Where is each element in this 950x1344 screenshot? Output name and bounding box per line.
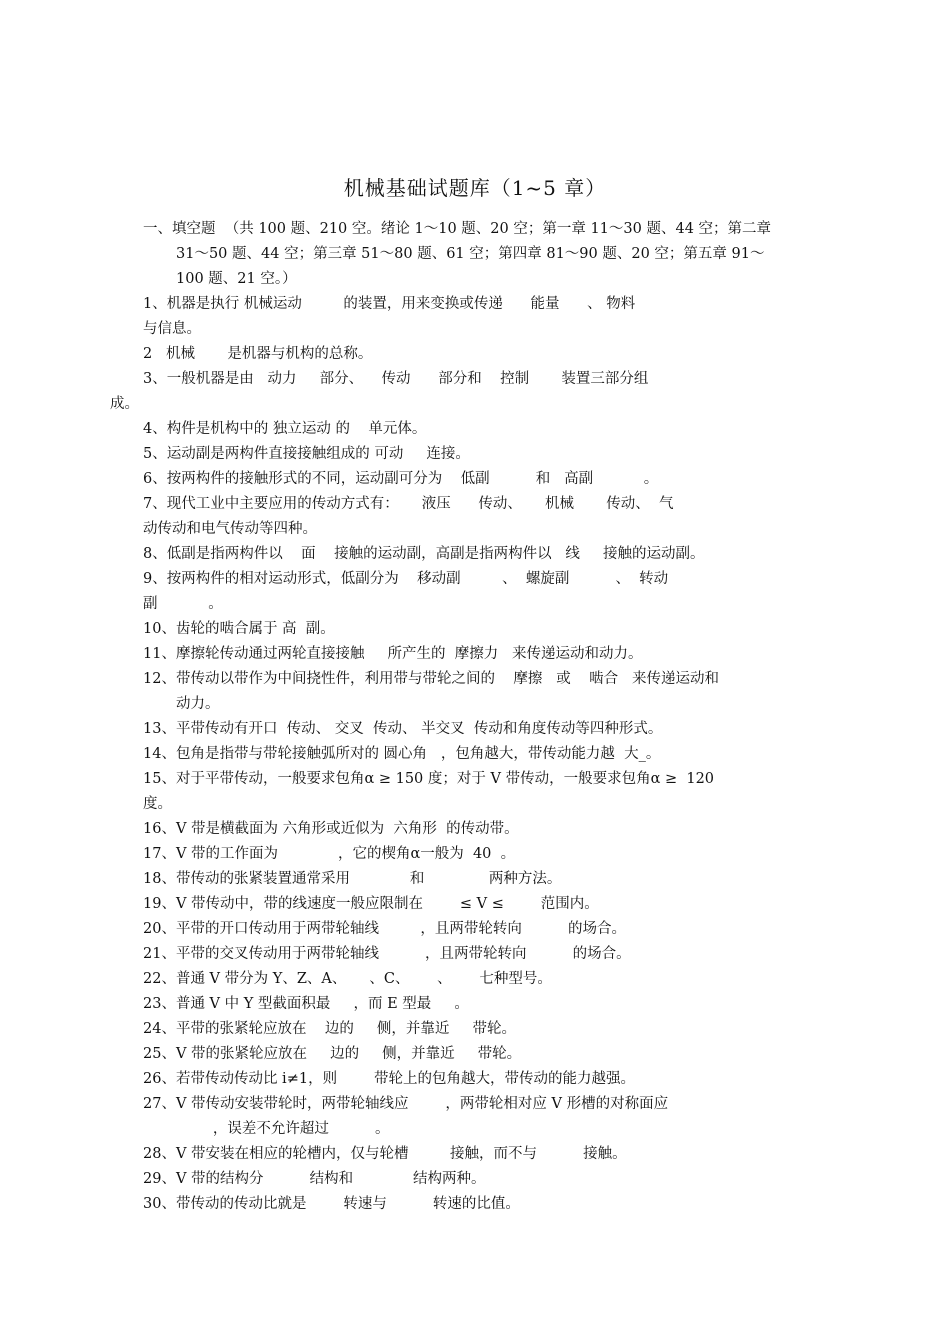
text-line: 23、普通 V 中 Y 型截面积最 ，而 E 型最 。	[143, 996, 469, 1012]
text-line: 1、机器是执行 机械运动 的装置，用来变换或传递 能量 、 物料	[143, 296, 636, 312]
text-line: 100 题、21 空。）	[176, 271, 297, 287]
text-line: 25、V 带的张紧轮应放在 边的 侧，并靠近 带轮。	[143, 1046, 522, 1062]
text-line: 31～50 题、44 空；第三章 51～80 题、61 空；第四章 81～90 题、20 空；第五章 91～	[176, 246, 765, 262]
text-line: 3、一般机器是由 动力 部分、 传动 部分和 控制 装置三部分组	[143, 371, 649, 387]
text-line: 与信息。	[143, 321, 201, 337]
text-line: ，误差不允许超过 。	[176, 1121, 390, 1137]
text-line: 12、带传动以带作为中间挠性件，利用带与带轮之间的 摩擦 或 啮合 来传递运动和	[143, 671, 719, 687]
text-line: 29、V 带的结构分 结构和 结构两种。	[143, 1171, 486, 1187]
text-line: 22、普通 V 带分为 Y、Z、A、 、C、 、 七种型号。	[143, 971, 552, 987]
text-line: 27、V 带传动安装带轮时，两带轮轴线应 ，两带轮相对应 V 形槽的对称面应	[143, 1096, 669, 1112]
text-line: 2 机械 是机器与机构的总称。	[143, 346, 373, 362]
text-line: 动传动和电气传动等四种。	[143, 521, 317, 537]
text-line: 副 。	[143, 596, 223, 612]
text-line: 26、若带传动传动比 i≠1，则 带轮上的包角越大，带传动的能力越强。	[143, 1071, 635, 1087]
text-line: 17、V 带的工作面为 ，它的楔角α一般为 40 。	[143, 846, 516, 862]
text-line: 一、填空题 （共 100 题、210 空。绪论 1～10 题、20 空；第一章 11～30 题、44 空；第二章	[143, 221, 772, 237]
text-line: 30、带传动的传动比就是 转速与 转速的比值。	[143, 1196, 520, 1212]
text-line: 21、平带的交叉传动用于两带轮轴线 ，且两带轮转向 的场合。	[143, 946, 631, 962]
text-line: 13、平带传动有开口 传动、 交叉 传动、 半交叉 传动和角度传动等四种形式。	[143, 721, 663, 737]
text-line: 20、平带的开口传动用于两带轮轴线 ，且两带轮转向 的场合。	[143, 921, 627, 937]
text-line: 15、对于平带传动，一般要求包角α ≥ 150 度；对于 V 带传动，一般要求包角α ≥ 120	[143, 771, 715, 787]
text-line: 9、按两构件的相对运动形式，低副分为 移动副 、 螺旋副 、 转动	[143, 571, 669, 587]
text-line: 8、低副是指两构件以 面 接触的运动副，高副是指两构件以 线 接触的运动副。	[143, 546, 705, 562]
text-line: 7、现代工业中主要应用的传动方式有： 液压 传动、 机械 传动、 气	[143, 496, 674, 512]
text-line: 4、构件是机构中的 独立运动 的 单元体。	[143, 421, 427, 437]
text-line: 28、V 带安装在相应的轮槽内，仅与轮槽 接触，而不与 接触。	[143, 1146, 627, 1162]
text-line: 11、摩擦轮传动通过两轮直接接触 所产生的 摩擦力 来传递运动和动力。	[143, 646, 643, 662]
page-title: 机械基础试题库（1~5 章）	[343, 176, 607, 200]
text-line: 6、按两构件的接触形式的不同，运动副可分为 低副 和 高副 。	[143, 471, 659, 487]
text-line: 24、平带的张紧轮应放在 边的 侧，并靠近 带轮。	[143, 1021, 516, 1037]
text-line: 动力。	[176, 696, 220, 712]
text-line: 5、运动副是两构件直接接触组成的 可动 连接。	[143, 446, 470, 462]
text-line: 14、包角是指带与带轮接触弧所对的 圆心角 ，包角越大，带传动能力越 大_。	[143, 746, 661, 762]
text-line: 成。	[110, 396, 139, 412]
text-line: 16、V 带是横截面为 六角形或近似为 六角形 的传动带。	[143, 821, 519, 837]
text-line: 19、V 带传动中，带的线速度一般应限制在 ≤ V ≤ 范围内。	[143, 896, 599, 912]
text-line: 10、齿轮的啮合属于 高 副。	[143, 621, 335, 637]
text-line: 18、带传动的张紧装置通常采用 和 两种方法。	[143, 871, 562, 887]
text-line: 度。	[143, 796, 172, 812]
